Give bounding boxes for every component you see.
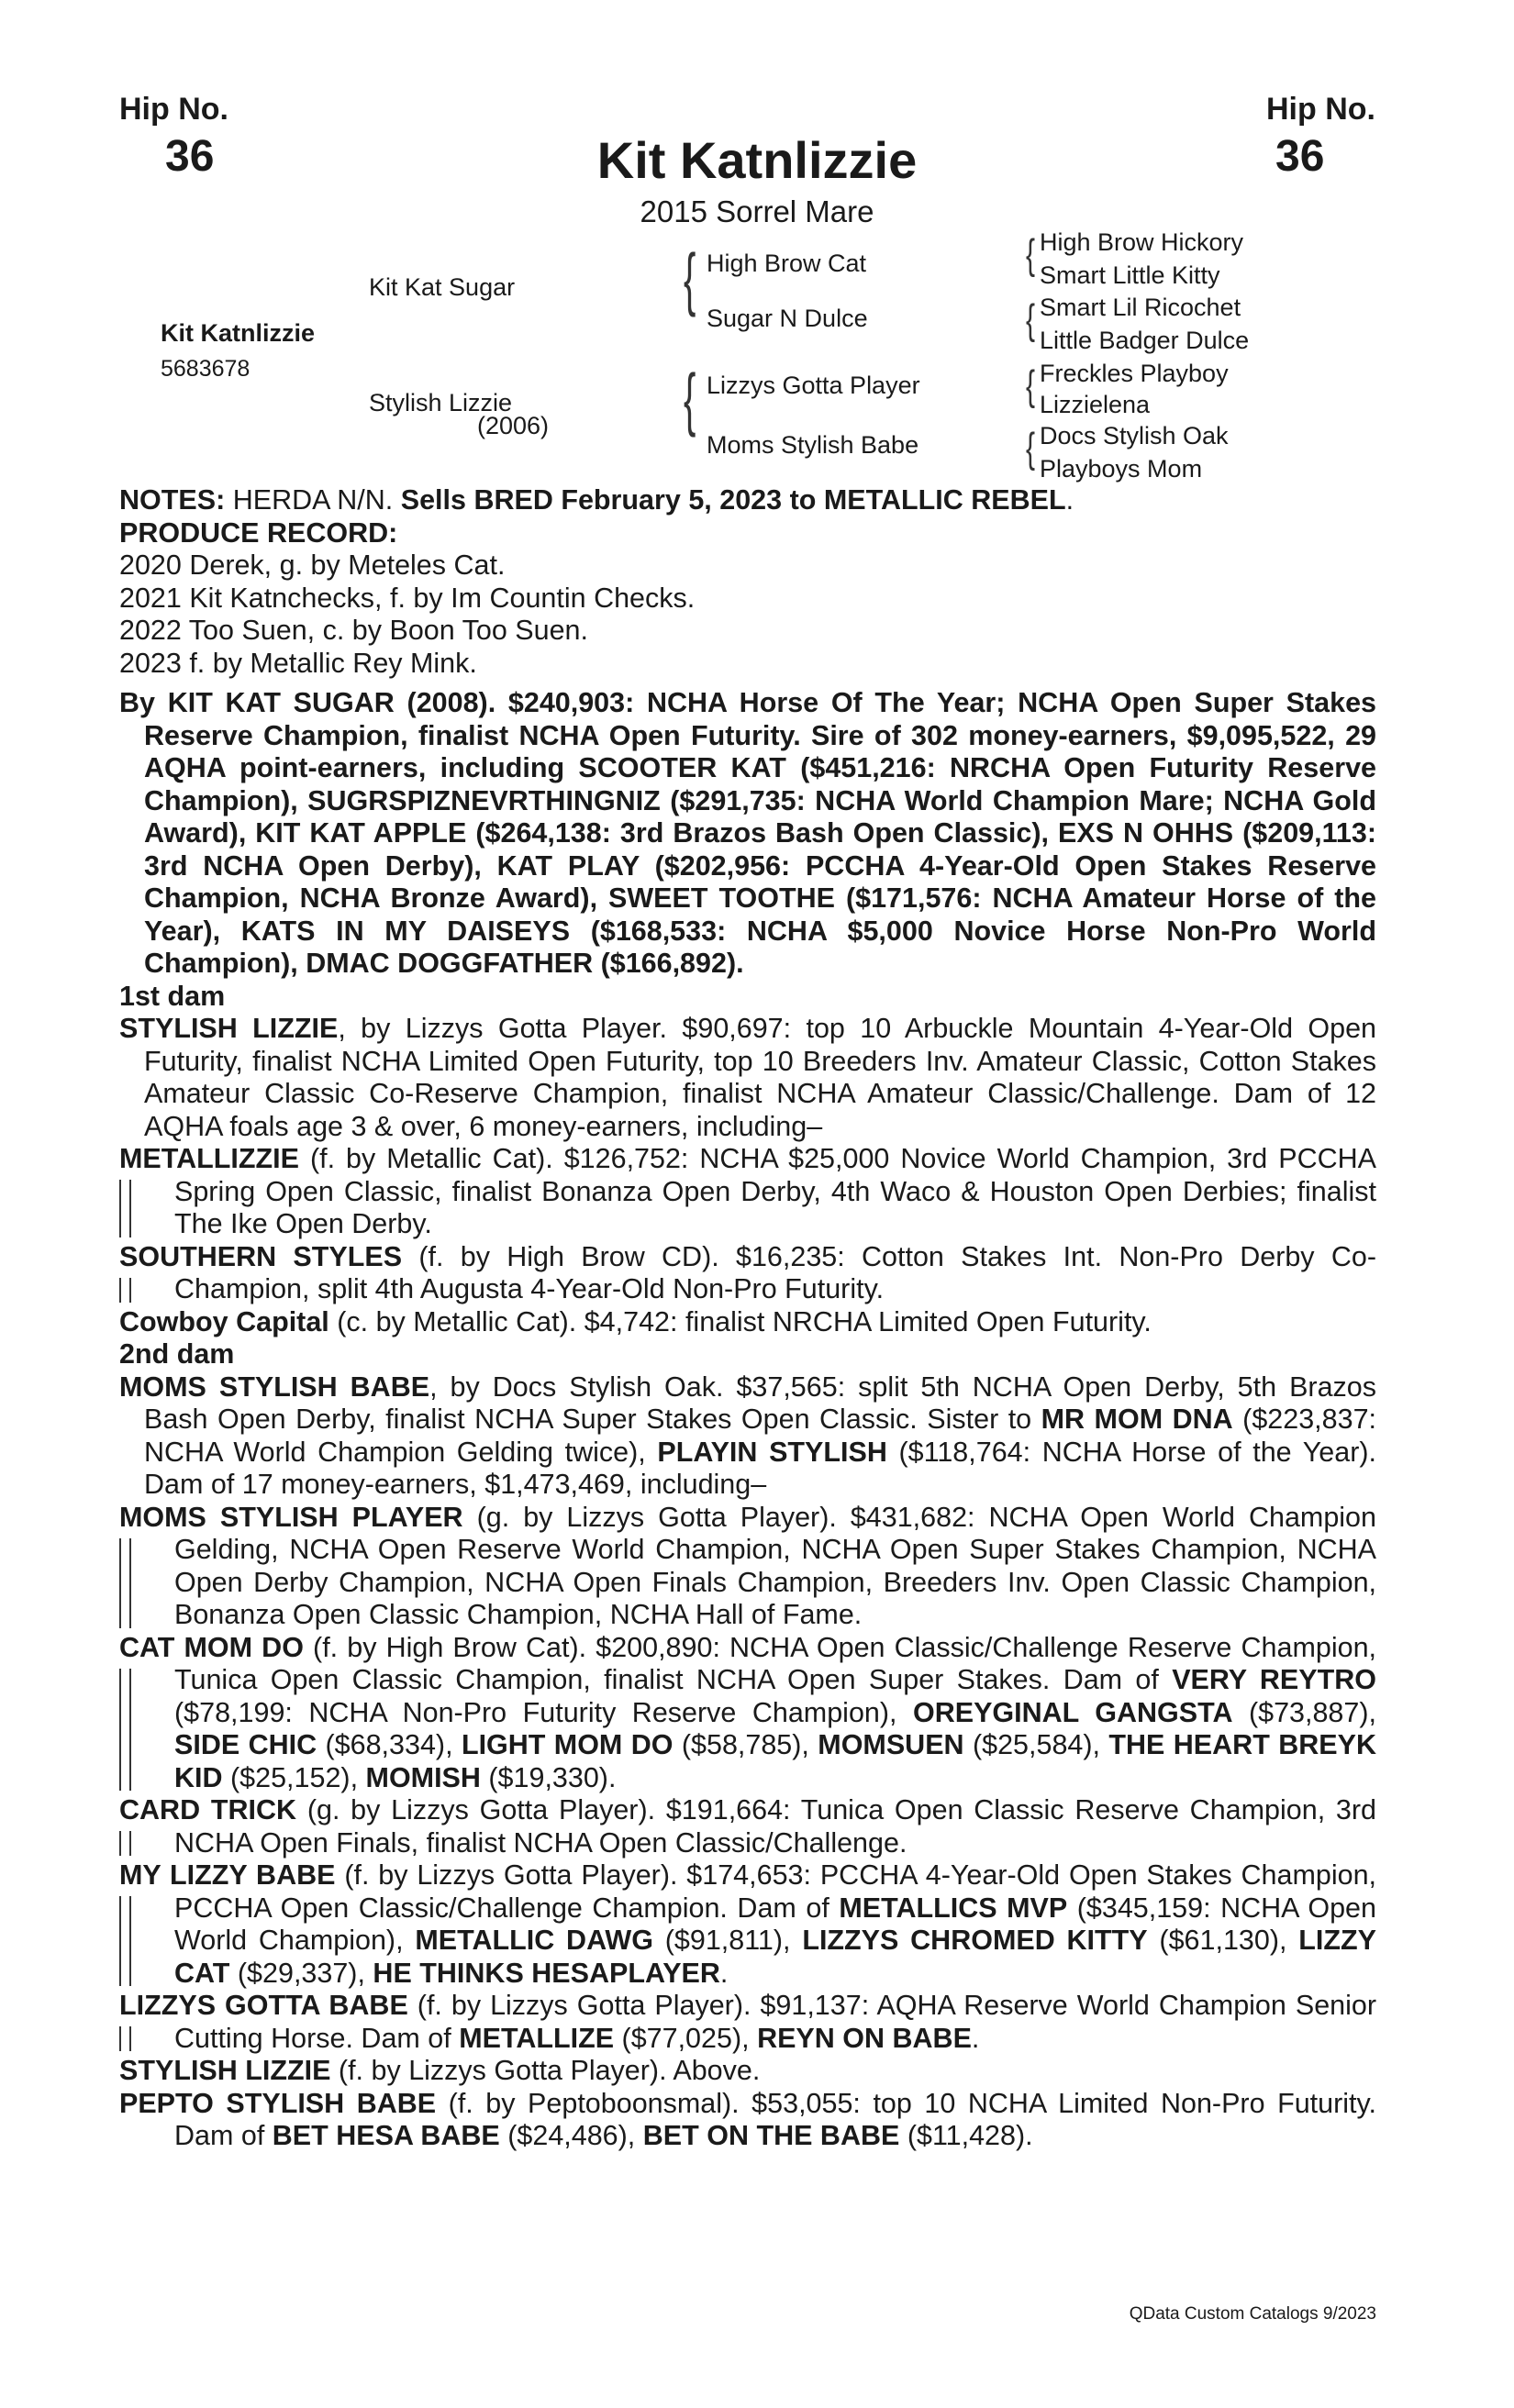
foal-name: THE HEART BREYK KID — [174, 1729, 1376, 1793]
text-run: ($68,334), — [317, 1729, 462, 1760]
text-run: ($345,159: NCHA Open World Champion), — [174, 1892, 1376, 1956]
produce-name: Cowboy Capital — [119, 1305, 329, 1337]
hip-number-left: 36 — [165, 132, 215, 181]
text-run: . — [719, 1957, 729, 1989]
pedigree-dss: Freckles Playboy — [1040, 360, 1229, 387]
produce-name: SOUTHERN STYLES — [119, 1240, 403, 1272]
first-dam-name: STYLISH LIZZIE — [119, 1013, 339, 1044]
produce-item: 2022 Too Suen, c. by Boon Too Suen. — [119, 615, 588, 646]
hip-number-right: 36 — [1275, 132, 1325, 181]
text-run: ($73,887), — [1232, 1696, 1376, 1728]
bar-marker — [119, 1669, 131, 1792]
text-run: ($11,428). — [899, 2120, 1033, 2151]
sire-paragraph: By KIT KAT SUGAR (2008). $240,903: NCHA Horse Of The Year; NCHA Open Super Stakes Reserve Champion, finalist NCHA Open Futurity. Sire of 302 money-earners, $9,095,522, 29 AQHA point-earners, including SCOOTER KAT ($451,216: NRCHA Open Futurity Reserve Champion), SUGRSPIZNEVRTHINGNIZ ($291,735: NCHA World Champion Mare; NCHA Gold Award), KIT KAT APPLE ($264,138: 3rd Brazos Bash Open Classic), EXS N OHHS ($209,113: 3rd NCHA Open Derby), KAT PLAY ($202,956: PCCHA 4-Year-Old Open Stakes Reserve Champion, NCHA Bronze Award), SWEET TOOTHE ($171,576: NCHA Amateur Horse of the Year), KATS IN MY DAISEYS ($168,533: NCHA $5,000 Novice Horse Non-Pro World Champion), DMAC DOGGFATHER ($166,892). — [119, 687, 1376, 979]
sibling-name: MR MOM DNA — [1041, 1404, 1233, 1435]
brace-icon: { — [684, 240, 696, 318]
first-dam-heading: 1st dam — [119, 980, 226, 1012]
bar-marker — [119, 2026, 131, 2051]
bar-marker — [119, 1278, 131, 1303]
produce-item: 2020 Derek, g. by Meteles Cat. — [119, 549, 506, 581]
pedigree-reg-number: 5683678 — [161, 356, 250, 382]
foal-name: OREYGINAL GANGSTA — [912, 1696, 1233, 1728]
foal-name: METALLIZE — [459, 2022, 615, 2054]
foal-name: MOMSUEN — [818, 1729, 964, 1760]
pedigree-dam-year: (2006) — [477, 412, 550, 439]
second-dam-produce — [119, 2088, 1376, 2153]
text-run: ($29,337), — [229, 1957, 373, 1989]
horse-description: 2015 Sorrel Mare — [640, 194, 874, 228]
text-run: ($25,152), — [222, 1761, 366, 1793]
brace-icon: { — [1026, 297, 1036, 343]
first-dam-produce — [119, 1143, 1376, 1241]
bar-marker — [119, 1538, 131, 1628]
text-run: ($58,785), — [673, 1729, 818, 1760]
produce-name: MY LIZZY BABE — [119, 1859, 336, 1891]
produce-name: PEPTO STYLISH BABE — [119, 2087, 437, 2119]
foal-name: LIGHT MOM DO — [461, 1729, 674, 1760]
notes — [119, 484, 1376, 517]
first-dam-text: , by Lizzys Gotta Player. $90,697: top 10 Arbuckle Mountain 4-Year-Old Open Futurity, finalist NCHA Limited Open Futurity, top 10 Breeders Inv. Amateur Classic, Cotton Stakes Amateur Classic Co-Reserve Champion, finalist NCHA Amateur Classic/Challenge. Dam of 12 AQHA foals age 3 & over, 6 money-earners, including– — [144, 1013, 1377, 1142]
produce-text: (f. by High Brow CD). $16,235: Cotton Stakes Int. Non-Pro Derby Co-Champion, split 4th Augusta 4-Year-Old Non-Pro Futurity. — [174, 1240, 1376, 1304]
notes-end: . — [1065, 484, 1074, 516]
bar-marker — [119, 1896, 131, 1986]
second-dam-produce — [119, 1859, 1376, 1990]
text-run: ($78,199: NCHA Non-Pro Futurity Reserve Champion), — [174, 1696, 913, 1728]
produce-name: METALLIZZIE — [119, 1143, 299, 1174]
pedigree-dds: Docs Stylish Oak — [1040, 422, 1229, 449]
text-run: (f. by High Brow Cat). $200,890: NCHA Open Classic/Challenge Reserve Champion, Tunica Open Classic Champion, finalist NCHA Open Super Stakes. Dam of — [174, 1631, 1377, 1695]
notes-bred: Sells BRED February 5, 2023 to METALLIC REBEL — [400, 484, 1066, 516]
foal-name: HE THINKS HESAPLAYER — [373, 1957, 720, 1989]
produce-text: (g. by Lizzys Gotta Player). $191,664: Tunica Open Classic Reserve Champion, 3rd NCHA Open Finals, finalist NCHA Open Classic/Challenge. — [174, 1794, 1377, 1859]
horse-name-title: Kit Katnlizzie — [596, 131, 918, 189]
foal-name: METALLICS MVP — [839, 1892, 1068, 1924]
pedigree-sdd: Little Badger Dulce — [1040, 327, 1250, 354]
produce-name: MOMS STYLISH PLAYER — [119, 1501, 463, 1533]
hip-label-right: Hip No. — [1266, 92, 1375, 127]
pedigree-sire: Kit Kat Sugar — [369, 273, 516, 301]
text-run: ($61,130), — [1147, 1925, 1299, 1956]
pedigree-sire-dam: Sugar N Dulce — [707, 305, 868, 332]
produce-name: CARD TRICK — [119, 1794, 297, 1825]
footer-credit: QData Custom Catalogs 9/2023 — [1129, 2304, 1376, 2324]
brace-icon: { — [684, 361, 696, 438]
pedigree-dam-sire: Lizzys Gotta Player — [707, 372, 920, 399]
foal-name: BET ON THE BABE — [642, 2120, 900, 2151]
second-dam-produce — [119, 1794, 1376, 1859]
produce-item: 2023 f. by Metallic Rey Mink. — [119, 647, 477, 679]
brace-icon: { — [1026, 426, 1036, 472]
pedigree-subject: Kit Katnlizzie — [161, 319, 316, 347]
pedigree-dsd: Lizzielena — [1040, 391, 1151, 418]
hip-label-left: Hip No. — [119, 92, 228, 127]
text-run: (f. by Lizzys Gotta Player). $174,653: PCCHA 4-Year-Old Open Stakes Champion, PCCHA Open Classic/Challenge Champion. Dam of — [174, 1859, 1377, 1924]
pedigree-dam-dam: Moms Stylish Babe — [707, 431, 919, 459]
text-run: ($25,584), — [963, 1729, 1109, 1760]
first-dam-paragraph — [119, 1013, 1376, 1143]
produce-name: CAT MOM DO — [119, 1631, 304, 1663]
foal-name: SIDE CHIC — [174, 1729, 317, 1760]
text-run: ($223,837: NCHA World Champion Gelding twice), — [144, 1404, 1377, 1468]
pedigree-ssd: Smart Little Kitty — [1040, 261, 1220, 289]
produce-record-heading: PRODUCE RECORD: — [119, 516, 398, 549]
second-dam-produce — [119, 1502, 1376, 1632]
text-run: ($77,025), — [614, 2022, 758, 2054]
produce-name: STYLISH LIZZIE — [119, 2055, 331, 2086]
catalog-body — [119, 484, 1376, 2153]
produce-text: (f. by Lizzys Gotta Player). Above. — [330, 2055, 761, 2086]
produce-text: (c. by Metallic Cat). $4,742: finalist NRCHA Limited Open Futurity. — [328, 1305, 1152, 1337]
bar-marker — [119, 1180, 131, 1237]
second-dam-produce — [119, 1990, 1376, 2055]
produce-item: 2021 Kit Katnchecks, f. by Im Countin Checks. — [119, 582, 696, 614]
pedigree-sds: Smart Lil Ricochet — [1040, 294, 1241, 321]
text-run: (f. by Lizzys Gotta Player). $91,137: AQHA Reserve World Champion Senior Cutting Horse. Dam of — [174, 1990, 1377, 2054]
pedigree-dam: Stylish Lizzie — [369, 389, 513, 416]
foal-name: VERY REYTRO — [1172, 1664, 1376, 1695]
text-run: ($91,811), — [652, 1925, 803, 1956]
produce-text: (f. by Metallic Cat). $126,752: NCHA $25,000 Novice World Champion, 3rd PCCHA Spring Open Classic, finalist Bonanza Open Derby, 4th Waco & Houston Open Derbies; finalist The Ike Open Derby. — [174, 1143, 1376, 1239]
brace-icon: { — [1026, 363, 1036, 409]
second-dam-produce — [119, 1632, 1376, 1795]
text-run: ($19,330). — [480, 1761, 617, 1793]
text-run: . — [971, 2022, 980, 2054]
text-run: , by Docs Stylish Oak. $37,565: split 5th NCHA Open Derby, 5th Brazos Bash Open Derby, finalist NCHA Super Stakes Open Classic. Sister to — [144, 1370, 1376, 1435]
text-run: ($24,486), — [499, 2120, 643, 2151]
foal-name: REYN ON BABE — [757, 2022, 972, 2054]
pedigree-sire-sire: High Brow Cat — [707, 250, 867, 277]
notes-herda: HERDA N/N. — [225, 484, 401, 516]
foal-name: LIZZYS CHROMED KITTY — [802, 1925, 1148, 1956]
foal-name: METALLIC DAWG — [415, 1925, 653, 1956]
first-dam-produce — [119, 1241, 1376, 1306]
sibling-name: PLAYIN STYLISH — [657, 1436, 887, 1468]
notes-label: NOTES: — [119, 484, 226, 516]
pedigree-ddd: Playboys Mom — [1040, 455, 1203, 483]
second-dam-name: MOMS STYLISH BABE — [119, 1370, 430, 1403]
brace-icon: { — [1026, 232, 1036, 278]
bar-marker — [119, 1831, 131, 1856]
foal-name: BET HESA BABE — [272, 2120, 500, 2151]
second-dam-paragraph — [119, 1371, 1376, 1502]
first-dam-produce — [119, 1306, 1376, 1339]
pedigree-sss: High Brow Hickory — [1040, 228, 1244, 256]
foal-name: LIZZY CAT — [174, 1925, 1376, 1989]
text-run: ($118,764: NCHA Horse of the Year). Dam of 17 money-earners, $1,473,469, including– — [144, 1436, 1377, 1500]
foal-name: MOMISH — [365, 1761, 481, 1793]
produce-name: LIZZYS GOTTA BABE — [119, 1990, 408, 2021]
text-run: (f. by Peptoboonsmal). $53,055: top 10 NCHA Limited Non-Pro Futurity. Dam of — [174, 2087, 1376, 2151]
produce-text: (g. by Lizzys Gotta Player). $431,682: NCHA Open World Champion Gelding, NCHA Open Reserve World Champion, NCHA Open Super Stakes Champion, NCHA Open Derby Champion, NCHA Open Finals Champion, Breeders Inv. Open Classic Champion, Bonanza Open Classic Champion, NCHA Hall of Fame. — [174, 1501, 1376, 1630]
second-dam-produce — [119, 2055, 1376, 2088]
second-dam-heading: 2nd dam — [119, 1338, 235, 1370]
